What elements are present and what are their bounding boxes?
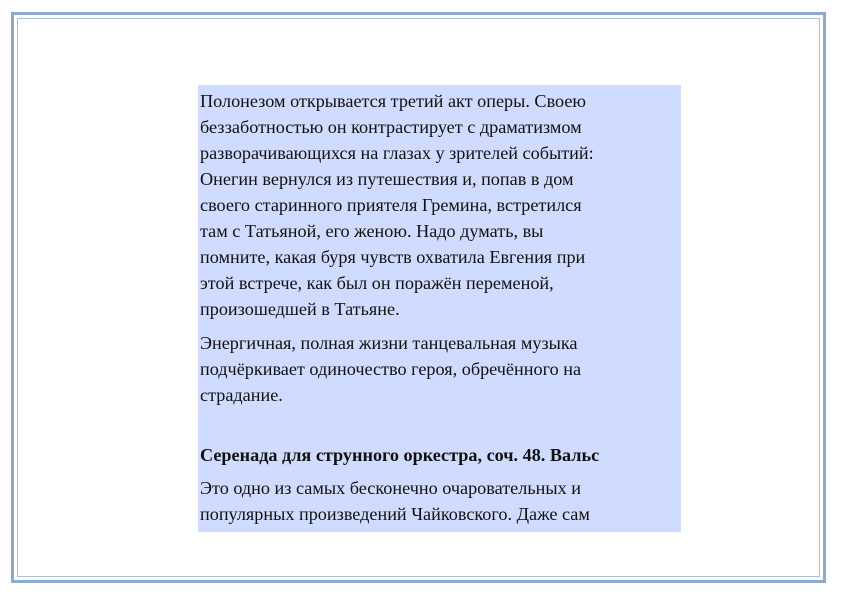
- text-line: там с Татьяной, его женою. Надо думать, вы: [200, 221, 544, 241]
- text-line: Онегин вернулся из путешествия и, попав в дом: [200, 169, 574, 189]
- paragraph-polonaise: [200, 88, 679, 322]
- text-line: этой встрече, как был он поражён переменой,: [200, 273, 554, 293]
- section-heading: [200, 442, 679, 468]
- paragraph-energetic-music: [200, 330, 679, 408]
- highlighted-text-block: [198, 85, 681, 532]
- text-line: популярных произведений Чайковского. Даже сам: [200, 504, 590, 524]
- paragraph-serenade: [200, 475, 679, 527]
- text-line: страдание.: [200, 385, 283, 405]
- text-line: Энергичная, полная жизни танцевальная музыка: [200, 333, 578, 353]
- text-line: подчёркивает одиночество героя, обречённого на: [200, 359, 582, 379]
- text-line: помните, какая буря чувств охватила Евгения при: [200, 247, 586, 267]
- text-line: произошедшей в Татьяне.: [200, 299, 400, 319]
- text-line: Полонезом открывается третий акт оперы. Своею: [200, 91, 587, 111]
- text-line: беззаботностью он контрастирует с драматизмом: [200, 117, 582, 137]
- heading-text: Серенада для струнного оркестра, соч. 48. Вальс: [200, 445, 600, 465]
- text-line: Это одно из самых бесконечно очаровательных и: [200, 478, 581, 498]
- text-line: разворачивающихся на глазах у зрителей событий:: [200, 143, 594, 163]
- text-line: своего старинного приятеля Гремина, встретился: [200, 195, 582, 215]
